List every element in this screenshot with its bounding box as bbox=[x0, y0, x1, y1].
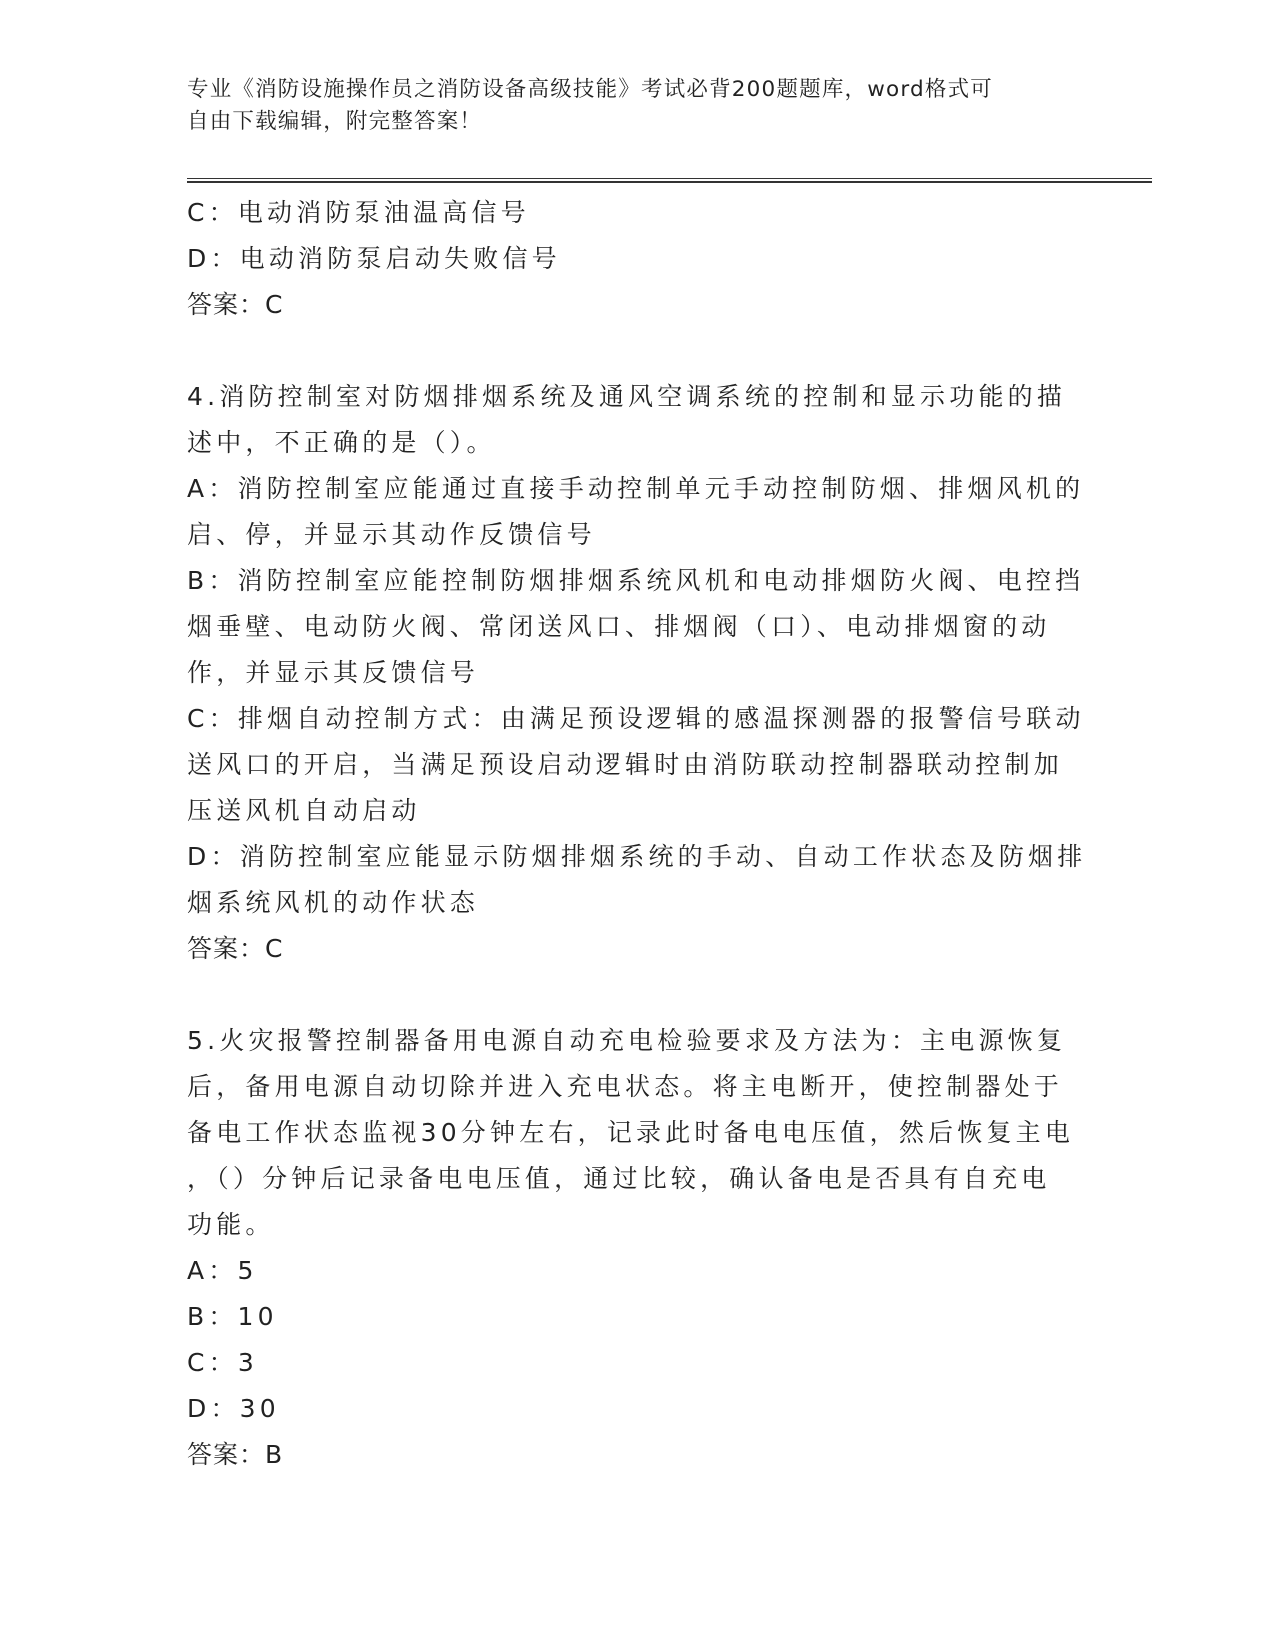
option-c: 压送风机自动启动 bbox=[187, 796, 421, 825]
question-stem: 备电工作状态监视30分钟左右，记录此时备电电压值，然后恢复主电 bbox=[187, 1118, 1075, 1147]
document-header bbox=[187, 74, 1087, 138]
option-b: B：10 bbox=[187, 1302, 278, 1331]
question-3-tail bbox=[187, 190, 1087, 328]
question-stem: 4.消防控制室对防烟排烟系统及通风空调系统的控制和显示功能的描 bbox=[187, 382, 1067, 411]
option-d: 烟系统风机的动作状态 bbox=[187, 888, 480, 917]
question-stem: 后，备用电源自动切除并进入充电状态。将主电断开，使控制器处于 bbox=[187, 1072, 1064, 1101]
option-c: C：排烟自动控制方式：由满足预设逻辑的感温探测器的报警信号联动 bbox=[187, 704, 1085, 733]
answer: 答案：C bbox=[187, 934, 284, 963]
option-b: B：消防控制室应能控制防烟排烟系统风机和电动排烟防火阀、电控挡 bbox=[187, 566, 1085, 595]
answer: 答案：C bbox=[187, 290, 284, 319]
spacer bbox=[187, 328, 1087, 374]
spacer bbox=[187, 972, 1087, 1018]
question-5 bbox=[187, 1018, 1087, 1478]
question-stem: 5.火灾报警控制器备用电源自动充电检验要求及方法为：主电源恢复 bbox=[187, 1026, 1067, 1055]
option-b: 作，并显示其反馈信号 bbox=[187, 658, 480, 687]
header-divider-thin bbox=[187, 178, 1152, 179]
option-c: C：电动消防泵油温高信号 bbox=[187, 198, 530, 227]
option-a: A：消防控制室应能通过直接手动控制单元手动控制防烟、排烟风机的 bbox=[187, 474, 1085, 503]
option-c: 送风口的开启，当满足预设启动逻辑时由消防联动控制器联动控制加 bbox=[187, 750, 1064, 779]
answer: 答案：B bbox=[187, 1440, 284, 1469]
option-d: D：30 bbox=[187, 1394, 280, 1423]
question-content bbox=[187, 190, 1087, 1478]
header-line-1: 专业《消防设施操作员之消防设备高级技能》考试必背200题题库，word格式可 bbox=[187, 77, 993, 102]
option-b: 烟垂壁、电动防火阀、常闭送风口、排烟阀（口）、电动排烟窗的动 bbox=[187, 612, 1051, 641]
option-c: C：3 bbox=[187, 1348, 258, 1377]
question-4 bbox=[187, 374, 1087, 972]
option-d: D：消防控制室应能显示防烟排烟系统的手动、自动工作状态及防烟排 bbox=[187, 842, 1087, 871]
question-stem: 述中，不正确的是（）。 bbox=[187, 428, 496, 457]
option-d: D：电动消防泵启动失败信号 bbox=[187, 244, 561, 273]
option-a: 启、停，并显示其动作反馈信号 bbox=[187, 520, 596, 549]
question-stem: 功能。 bbox=[187, 1210, 275, 1239]
header-divider-thick bbox=[187, 181, 1152, 183]
option-a: A：5 bbox=[187, 1256, 258, 1285]
header-line-2: 自由下载编辑，附完整答案！ bbox=[187, 109, 483, 134]
question-stem: ，（）分钟后记录备电电压值，通过比较，确认备电是否具有自充电 bbox=[187, 1164, 1051, 1193]
